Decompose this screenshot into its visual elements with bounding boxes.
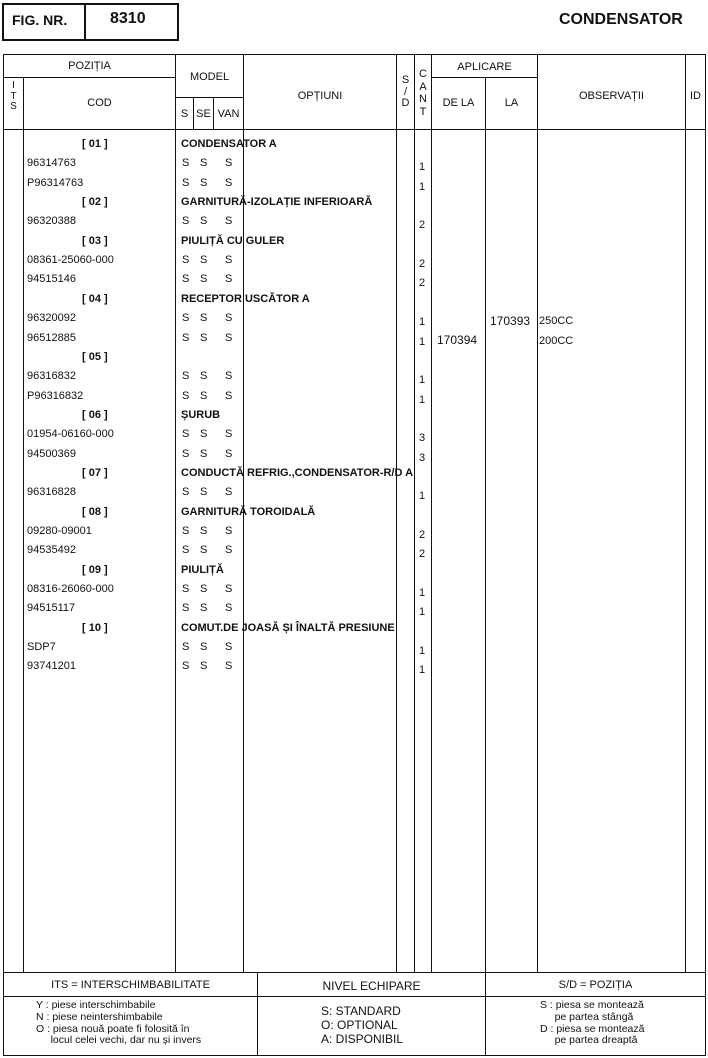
model-se: S: [200, 660, 208, 672]
model-se: S: [200, 448, 208, 460]
legend-its-title: ITS = INTERSCHIMBABILITATE: [51, 979, 210, 991]
position-number: [ 08 ]: [82, 506, 108, 518]
model-s: S: [182, 525, 190, 537]
model-se: S: [200, 641, 208, 653]
col-aplicare: APLICARE: [457, 61, 512, 73]
model-se: S: [200, 486, 208, 498]
model-se: S: [200, 254, 208, 266]
model-van: S: [225, 448, 233, 460]
part-description: GARNITURĂ TOROIDALĂ: [181, 506, 316, 518]
applicable-from: 170394: [437, 333, 478, 347]
legend-line: pe partea stângă: [540, 1010, 634, 1023]
model-van: S: [225, 602, 233, 614]
observation: 200CC: [539, 335, 574, 347]
model-s: S: [182, 428, 190, 440]
part-code: SDP7: [27, 641, 56, 653]
model-van: S: [225, 544, 233, 556]
position-number: [ 04 ]: [82, 293, 108, 305]
quantity: 1: [419, 374, 426, 386]
col-la: LA: [504, 97, 519, 109]
part-code: P96314763: [27, 177, 84, 189]
model-s: S: [182, 312, 190, 324]
model-van: S: [225, 215, 233, 227]
model-se: S: [200, 273, 208, 285]
position-number: [ 06 ]: [82, 409, 108, 421]
model-s: S: [182, 370, 190, 382]
page-title: CONDENSATOR: [559, 11, 683, 28]
part-description: CONDENSATOR A: [181, 138, 277, 150]
legend-line: N : piese neintershimbabile: [36, 1010, 163, 1023]
legend-line: S : piesa se montează: [540, 999, 644, 1011]
legend-nivel-title: NIVEL ECHIPARE: [322, 979, 421, 993]
legend-line: S: STANDARD: [321, 1004, 401, 1018]
fig-number: 8310: [110, 10, 146, 27]
legend-line: D : piesa se montează: [540, 1022, 645, 1035]
model-s: S: [182, 332, 190, 344]
part-description: PIULIȚĂ: [181, 564, 224, 576]
quantity: 1: [419, 181, 426, 193]
quantity: 1: [419, 161, 426, 173]
part-code: 01954-06160-000: [27, 428, 114, 440]
quantity: 3: [419, 452, 426, 464]
col-model-s: S: [180, 108, 189, 120]
col-observatii: OBSERVAȚII: [578, 90, 644, 102]
model-se: S: [200, 602, 208, 614]
model-van: S: [225, 525, 233, 537]
model-se: S: [200, 177, 208, 189]
model-s: S: [182, 157, 190, 169]
quantity: 1: [419, 587, 426, 599]
position-number: [ 07 ]: [82, 467, 108, 479]
model-van: S: [225, 157, 233, 169]
col-cod: COD: [87, 97, 112, 109]
model-s: S: [182, 486, 190, 498]
fig-label: FIG. NR.: [12, 12, 68, 28]
model-s: S: [182, 544, 190, 556]
part-code: 94515117: [27, 602, 76, 614]
model-van: S: [225, 390, 233, 402]
model-s: S: [182, 177, 190, 189]
col-pozitia: POZIȚIA: [68, 60, 111, 72]
model-van: S: [225, 254, 233, 266]
position-number: [ 03 ]: [82, 235, 108, 247]
part-code: 96512885: [27, 332, 76, 344]
quantity: 1: [419, 490, 426, 502]
part-code: 93741201: [27, 660, 76, 672]
part-code: 08316-26060-000: [27, 583, 114, 595]
model-se: S: [200, 428, 208, 440]
part-code: 94515146: [27, 273, 76, 285]
model-s: S: [182, 660, 190, 672]
part-code: 08361-25060-000: [27, 254, 114, 266]
part-code: 96320388: [27, 215, 76, 227]
position-number: [ 01 ]: [82, 138, 108, 150]
model-s: S: [182, 641, 190, 653]
position-number: [ 05 ]: [82, 351, 108, 363]
part-code: 96316832: [27, 370, 76, 382]
model-se: S: [200, 332, 208, 344]
model-s: S: [182, 254, 190, 266]
col-model-se: SE: [196, 108, 211, 120]
part-description: COMUT.DE JOASĂ ȘI ÎNALTĂ PRESIUNE: [181, 622, 395, 634]
legend-line: O: OPTIONAL: [321, 1018, 398, 1032]
model-s: S: [182, 390, 190, 402]
model-van: S: [225, 428, 233, 440]
part-code: 96316828: [27, 486, 76, 498]
quantity: 2: [419, 529, 426, 541]
part-description: PIULIȚĂ CU GULER: [181, 235, 285, 247]
model-van: S: [225, 177, 233, 189]
col-cant: C A N T: [419, 68, 427, 118]
quantity: 1: [419, 645, 426, 657]
legend-line: O : piesa nouă poate fi folosită în: [36, 1022, 190, 1035]
quantity: 1: [419, 394, 426, 406]
part-description: GARNITURĂ-IZOLAȚIE INFERIOARĂ: [181, 196, 373, 208]
model-se: S: [200, 525, 208, 537]
part-code: 09280-09001: [27, 525, 92, 537]
model-se: S: [200, 390, 208, 402]
model-s: S: [182, 583, 190, 595]
quantity: 1: [419, 316, 426, 328]
model-van: S: [225, 312, 233, 324]
col-model: MODEL: [189, 71, 230, 83]
quantity: 1: [419, 336, 426, 348]
model-s: S: [182, 448, 190, 460]
model-se: S: [200, 544, 208, 556]
quantity: 1: [419, 606, 426, 618]
position-number: [ 02 ]: [82, 196, 108, 208]
model-van: S: [225, 641, 233, 653]
col-id: ID: [690, 90, 701, 102]
model-se: S: [200, 583, 208, 595]
model-van: S: [225, 370, 233, 382]
legend-line: pe partea dreaptă: [540, 1034, 638, 1047]
quantity: 2: [419, 548, 426, 560]
model-se: S: [200, 370, 208, 382]
quantity: 2: [419, 277, 426, 289]
model-van: S: [225, 332, 233, 344]
col-optiuni: OPȚIUNI: [297, 90, 343, 102]
model-van: S: [225, 273, 233, 285]
model-van: S: [225, 486, 233, 498]
model-se: S: [200, 157, 208, 169]
quantity: 3: [419, 432, 426, 444]
model-van: S: [225, 583, 233, 595]
legend-sd-title: S/D = POZIȚIA: [558, 979, 633, 991]
legend-line: locul celei vechi, dar nu și invers: [36, 1034, 202, 1047]
legend-line: A: DISPONIBIL: [321, 1032, 404, 1046]
col-model-van: VAN: [217, 108, 240, 120]
part-code: P96316832: [27, 390, 84, 402]
col-sd: S / D: [401, 74, 410, 109]
part-description: ȘURUB: [181, 409, 221, 421]
model-se: S: [200, 215, 208, 227]
quantity: 2: [419, 258, 426, 270]
model-s: S: [182, 215, 190, 227]
position-number: [ 10 ]: [82, 622, 108, 634]
applicable-to: 170393: [490, 314, 531, 328]
col-dela: DE LA: [442, 97, 475, 109]
position-number: [ 09 ]: [82, 564, 108, 576]
model-van: S: [225, 660, 233, 672]
part-code: 94535492: [27, 544, 76, 556]
part-description: RECEPTOR USCĂTOR A: [181, 293, 310, 305]
quantity: 1: [419, 664, 426, 676]
part-code: 96314763: [27, 157, 76, 169]
part-code: 96320092: [27, 312, 76, 324]
model-s: S: [182, 273, 190, 285]
model-se: S: [200, 312, 208, 324]
col-its: I T S: [10, 80, 17, 112]
observation: 250CC: [539, 315, 574, 327]
part-code: 94500369: [27, 448, 76, 460]
legend-line: Y : piese interschimbabile: [36, 999, 156, 1011]
model-s: S: [182, 602, 190, 614]
part-description: CONDUCTĂ REFRIG.,CONDENSATOR-R/D A: [181, 467, 414, 479]
quantity: 2: [419, 219, 426, 231]
